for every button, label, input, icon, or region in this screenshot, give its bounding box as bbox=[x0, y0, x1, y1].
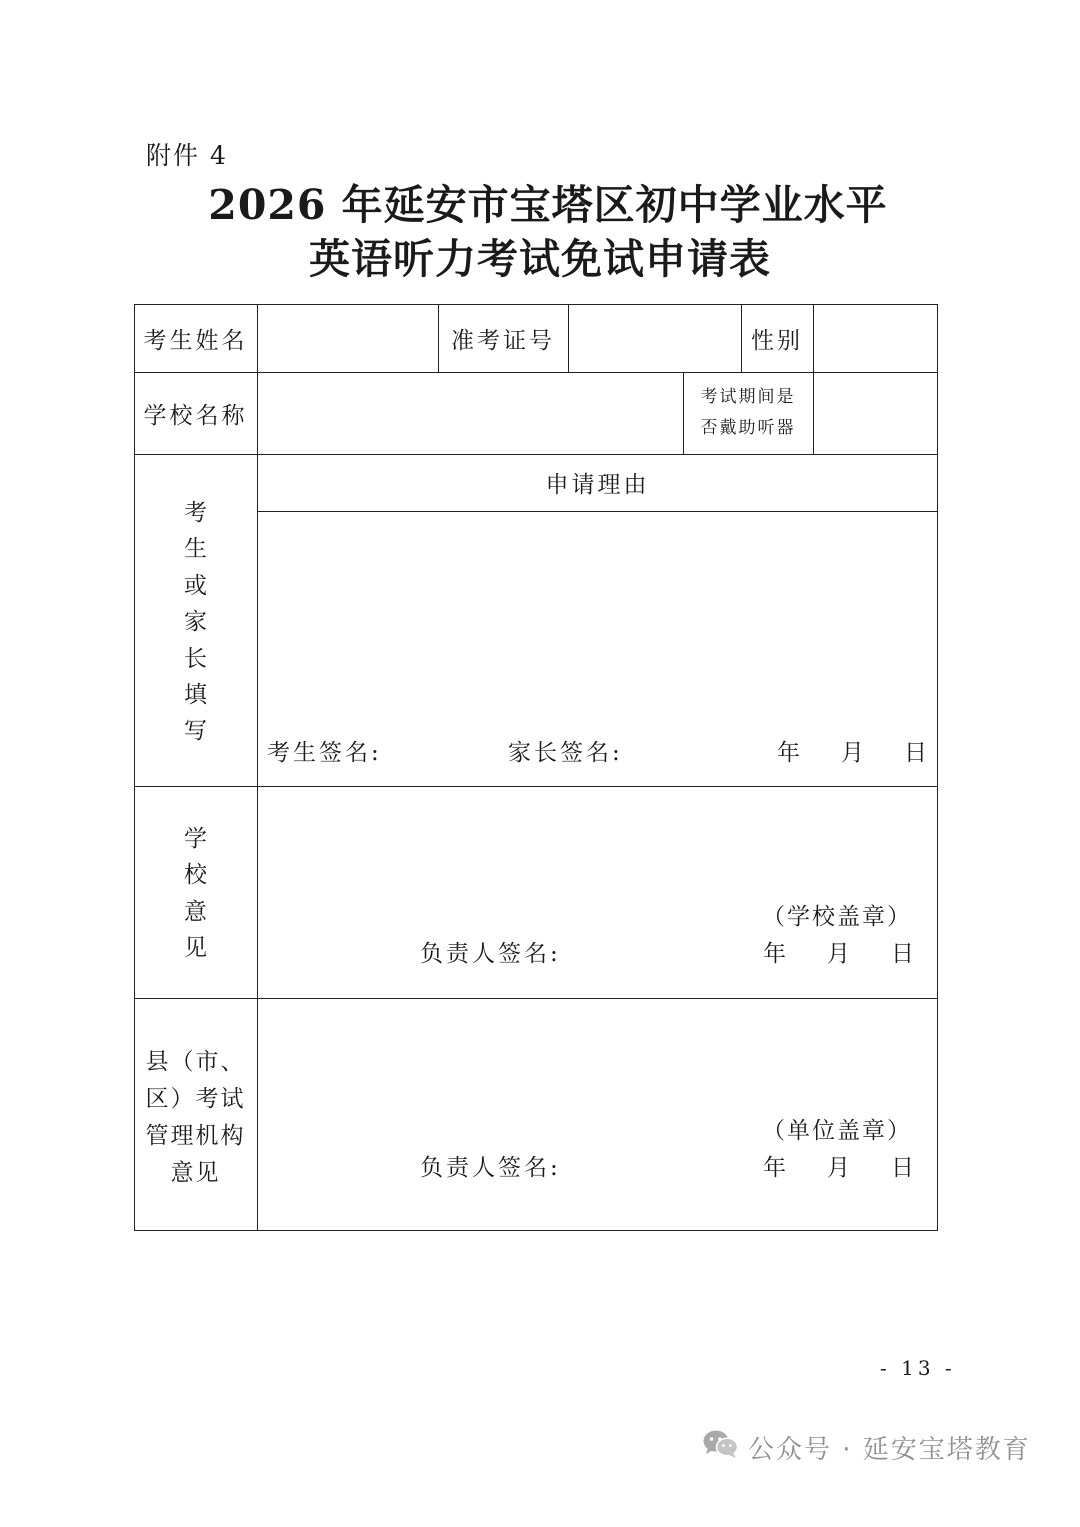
authority-stamp-label: （单位盖章） bbox=[762, 1118, 912, 1144]
date-day-label: 日 bbox=[891, 941, 917, 967]
date-year-label: 年 bbox=[763, 941, 789, 967]
reason-field[interactable] bbox=[258, 512, 937, 722]
school-opinion-label bbox=[134, 821, 257, 967]
ticket-number-field[interactable] bbox=[569, 305, 740, 371]
label-char: 意 bbox=[184, 898, 207, 925]
date-day-label: 日 bbox=[891, 1155, 917, 1181]
label-char: 学 bbox=[184, 826, 207, 852]
gender-label: 性别 bbox=[751, 327, 803, 354]
label-char: 生 bbox=[184, 536, 207, 563]
date-month-label: 月 bbox=[827, 941, 853, 967]
label-line: 县（市、 bbox=[145, 1049, 246, 1075]
authority-signature-label: 负责人签名: bbox=[420, 1155, 561, 1181]
student-name-label: 考生姓名 bbox=[143, 327, 248, 354]
date-day-label: 日 bbox=[904, 740, 930, 766]
label-char: 填 bbox=[184, 681, 207, 708]
wechat-icon bbox=[702, 1428, 748, 1467]
form-title-line1: 2026 年延安市宝塔区初中学业水平 bbox=[208, 181, 888, 229]
gender-field[interactable] bbox=[814, 305, 936, 371]
form-title-line2: 英语听力考试免试申请表 bbox=[309, 235, 771, 283]
reason-header: 申请理由 bbox=[545, 472, 650, 498]
authority-opinion-label bbox=[134, 1044, 257, 1192]
date-year-label: 年 bbox=[763, 1155, 789, 1181]
attachment-label: 附件 4 bbox=[146, 141, 228, 170]
parent-signature-label: 家长签名: bbox=[508, 740, 623, 766]
school-opinion-field[interactable] bbox=[258, 787, 937, 887]
student-name-field[interactable] bbox=[258, 305, 437, 371]
label-char: 或 bbox=[184, 572, 207, 599]
label-char: 校 bbox=[184, 862, 207, 889]
label-char: 考 bbox=[184, 500, 207, 526]
label-char: 长 bbox=[184, 645, 207, 672]
ticket-number-label: 准考证号 bbox=[451, 327, 555, 354]
label-line: 意见 bbox=[170, 1160, 221, 1186]
label-line: 区）考试 bbox=[145, 1086, 246, 1112]
label-char: 家 bbox=[184, 609, 207, 636]
label-char: 见 bbox=[184, 935, 207, 962]
label-char: 写 bbox=[184, 718, 207, 745]
school-name-label: 学校名称 bbox=[143, 402, 248, 429]
hearing-aid-label-line1: 考试期间是 bbox=[700, 387, 796, 407]
hearing-aid-field[interactable] bbox=[814, 373, 936, 453]
school-stamp-label: （学校盖章） bbox=[762, 904, 912, 930]
authority-opinion-field[interactable] bbox=[258, 999, 937, 1104]
hearing-aid-label bbox=[683, 372, 813, 454]
school-signature-label: 负责人签名: bbox=[420, 941, 561, 967]
hearing-aid-label-line2: 否戴助听器 bbox=[700, 418, 796, 438]
applicant-section-label bbox=[134, 495, 257, 750]
date-month-label: 月 bbox=[827, 1155, 853, 1181]
date-year-label: 年 bbox=[777, 740, 803, 766]
label-line: 管理机构 bbox=[145, 1123, 246, 1149]
page-number: - 13 - bbox=[880, 1356, 956, 1380]
student-signature-label: 考生签名: bbox=[267, 740, 382, 766]
watermark-text: 公众号 · 延安宝塔教育 bbox=[748, 1435, 1031, 1465]
date-month-label: 月 bbox=[841, 740, 867, 766]
school-name-field[interactable] bbox=[258, 373, 682, 453]
watermark bbox=[702, 1428, 1031, 1467]
